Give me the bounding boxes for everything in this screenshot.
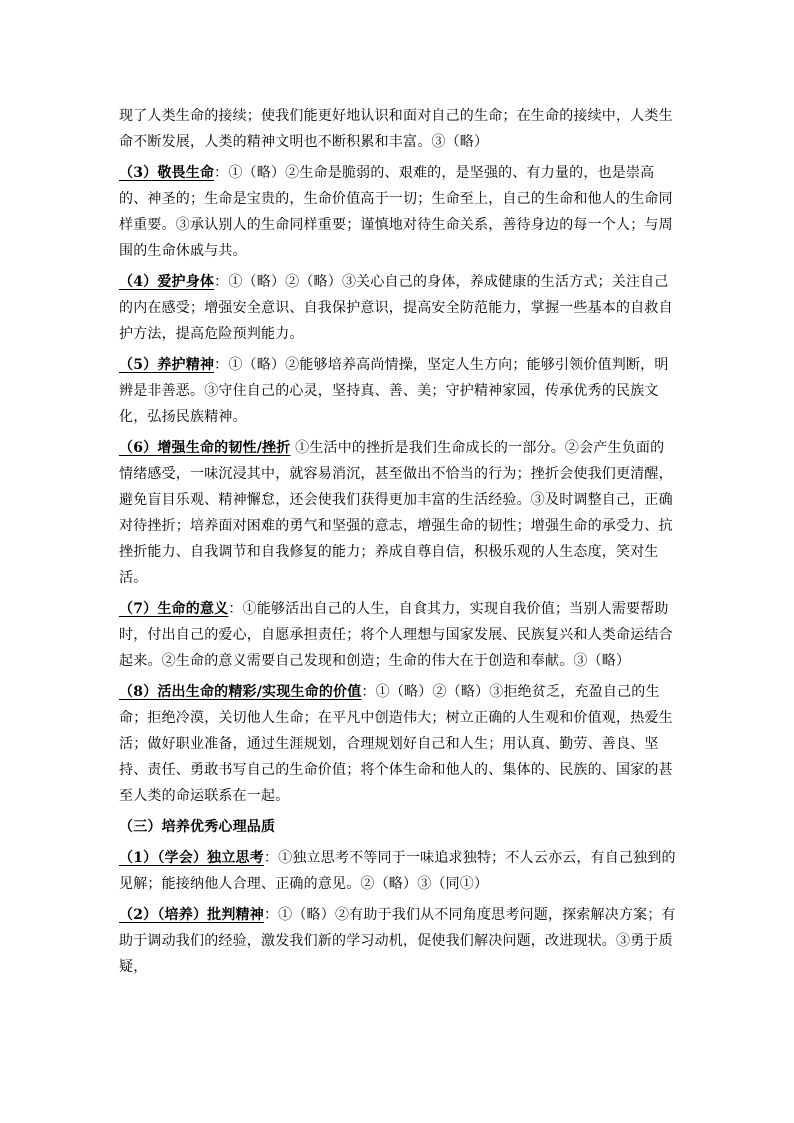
- paragraph-text: ：①（略）②生命是脆弱的、艰难的，是坚强的、有力量的，也是崇高的、神圣的；生命是宝贵的，生命价值高于一切；生命至上，自己的生命和他人的生命同样重要。③承认别人的生命同样重要；谨慎地对待生命关系，善待身边的每一个人；与周围的生命休戚与共。: [119, 165, 673, 259]
- paragraph-text: ：①（略）②（略）③拒绝贫乏，充盈自己的生命；拒绝冷漠，关切他人生命；在平凡中创造伟大；树立正确的人生观和价值观，热爱生活；做好职业准备，通过生涯规划，合理规划好自己和人生；用认真、勤劳、善良、坚持、责任、勇敢书写自己的生命价值；将个体生命和他人的、集体的、民族的、国家的甚至人类的命运联系在一起。: [119, 684, 673, 804]
- paragraph-continuation: [119, 103, 677, 155]
- paragraph-heading: （8）活出生命的精彩/实现生命的价值: [119, 684, 362, 700]
- paragraph-heading: （4）爱护身体: [119, 274, 215, 290]
- paragraph-heading: （6）增强生命的韧性/挫折: [119, 440, 291, 456]
- paragraph-resilience: [119, 435, 677, 591]
- paragraph-care-body: [119, 269, 677, 347]
- paragraph-heading: （2）（培养）批判精神: [119, 907, 264, 923]
- paragraph-revere-life: [119, 160, 677, 264]
- paragraph-critical-spirit: [119, 902, 677, 980]
- paragraph-meaning-of-life: [119, 596, 677, 674]
- section-title: （三）培养优秀心理品质: [119, 819, 276, 835]
- paragraph-text: ：①能够活出自己的人生，自食其力，实现自我价值；当别人需要帮助时，付出自己的爱心，自愿承担责任；将个人理想与国家发展、民族复兴和人类命运结合起来。②生命的意义需要自己发现和创造；生命的伟大在于创造和奉献。③（略）: [119, 601, 673, 669]
- document-page: [119, 103, 677, 980]
- paragraph-text: ：①（略）②（略）③关心自己的身体，养成健康的生活方式；关注自己的内在感受；增强安全意识、自我保护意识，提高安全防范能力，掌握一些基本的自救自护方法，提高危险预判能力。: [119, 274, 673, 342]
- paragraph-live-brilliantly: [119, 679, 677, 809]
- paragraph-heading: （7）生命的意义: [119, 601, 229, 617]
- paragraph-text: ：①（略）②能够培养高尚情操，坚定人生方向；能够引领价值判断，明辨是非善恶。③守住自己的心灵，坚持真、善、美；守护精神家园，传承优秀的民族文化，弘扬民族精神。: [119, 357, 669, 425]
- paragraph-text: ：①独立思考不等同于一味追求独特；不人云亦云，有自己独到的见解；能接纳他人合理、正确的意见。②（略）③（同①）: [119, 850, 676, 892]
- paragraph-heading: （5）养护精神: [119, 357, 215, 373]
- paragraph-nurture-spirit: [119, 352, 677, 430]
- paragraph-text: ：①（略）②有助于我们从不同角度思考问题，探索解决方案；有助于调动我们的经验，激发我们新的学习动机，促使我们解决问题，改进现状。③勇于质疑，: [119, 907, 676, 975]
- paragraph-text: ①生活中的挫折是我们生命成长的一部分。②会产生负面的情绪感受，一味沉浸其中，就容易消沉，甚至做出不恰当的行为；挫折会使我们更清醒，避免盲目乐观、精神懈怠，还会使我们获得更加丰富的生活经验。③及时调整自己，正确对待挫折；培养面对困难的勇气和坚强的意志，增强生命的韧性；增强生命的承受力、抗挫折能力、自我调节和自我修复的能力；养成自尊自信，积极乐观的人生态度，笑对生活。: [119, 440, 673, 586]
- paragraph-heading: （1）（学会）独立思考: [119, 850, 264, 866]
- paragraph-independent-thinking: [119, 845, 677, 897]
- paragraph-text: 现了人类生命的接续；使我们能更好地认识和面对自己的生命；在生命的接续中，人类生命不断发展，人类的精神文明也不断积累和丰富。③（略）: [119, 108, 673, 150]
- paragraph-heading: （3）敬畏生命: [119, 165, 215, 181]
